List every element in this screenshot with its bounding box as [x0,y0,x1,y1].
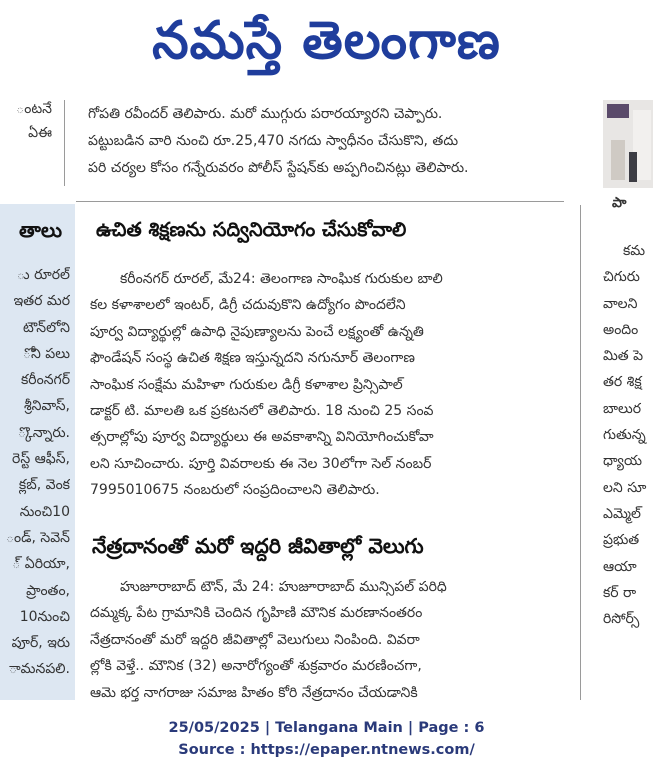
article-body [90,574,570,702]
left-column-top [0,98,52,158]
right-line: ప్రభుత [603,532,640,549]
right-line: వాలని [603,295,638,312]
top-snippet [88,101,568,181]
article-line: ల్లోకి వెళ్తే.. మౌనిక (32) అనారోగ్యంతో శుక్రవారం మరణించగా, [90,658,422,675]
left-line: ్కొన్నారు. [17,424,70,441]
left-line: ప్రాంతం, [26,582,70,599]
article-headline: నేత్రదానంతో మరో ఇద్దరి జీవితాల్లో వెలుగు [92,534,424,558]
left-column-body [0,262,70,702]
right-line: చిగురు [603,269,640,286]
left-line: ్ ఏరియా, [12,556,70,573]
article-line: 7995010675 నంబరులో సంప్రదించాలని తెలిపారు. [90,482,380,499]
snippet-line: పట్టుబడిన వారి నుంచి రూ.25,470 నగదు స్వాధీనం చేసుకొని, తదు [88,133,459,149]
photo-caption: పా [612,195,627,211]
left-line: కరీంనగర్ [21,372,70,389]
left-line: నుంచి10 [19,503,70,520]
article-body [90,266,570,516]
right-line: తర శిక్ష [603,374,642,391]
newspaper-logo: నమస్తే తెలంగాణ [152,11,501,71]
article-line: హుజూరాబాద్ టౌన్, మే 24: హుజూరాబాద్ మున్సిపల్ పరిధి [120,579,447,595]
right-line: ఎమ్మెల్ [603,505,641,522]
left-line: రెస్ట్ ఆఫీస్, [12,451,70,468]
right-line: కమ [623,243,646,259]
right-line: గుతున్న [603,427,646,444]
article-line: ఆమె భర్త నాగరాజు సమాజ హితం కోరి నేత్రదానం చేయడానికి [90,684,418,701]
right-line: బాలుర [603,400,642,417]
article-line: లని సూచించారు. పూర్తి వివరాలకు ఈ నెల 30లోగా సెల్ నంబర్ [90,455,432,472]
right-line: ధ్యాయ [603,453,642,470]
footer-date-line: 25/05/2025 | Telangana Main | Page : 6 [168,720,485,736]
masthead [0,0,653,88]
left-line: 10నుంచి [19,608,70,625]
left-line: క్లబ్, వెంక [18,477,70,494]
article-divider-top [76,201,564,202]
footer-source-line: Source : https://epaper.ntnews.com/ [178,742,475,758]
left-line: ఏఈ [28,124,52,141]
left-line: ామనపలి. [8,661,70,678]
right-line: అందిం [603,321,639,338]
news-photo [603,100,653,188]
left-line: ు రూరల్ [16,267,70,283]
right-line: మిత పె [603,348,644,365]
left-line: ండ్, సెవెన్ [5,529,70,546]
left-line: పూర్, ఇరు [11,635,70,652]
article-line: కరీంనగర్ రూరల్, మే24: తెలంగాణ సాంఘిక గురుకుల బాలి [120,271,443,287]
left-line: శ్రీనివాస్, [23,398,70,415]
article-line: త్సరాల్లోపు పూర్వ విద్యార్థులు ఈ అవకాశాన్ని వినియోగించుకోవా [90,429,434,446]
right-line: లని సూ [603,479,647,496]
column-rule-left [64,100,65,186]
article-line: కల కళాశాలలో ఇంటర్, డిగ్రీ చదువుకొని ఉద్యోగం పొందలేని [90,297,406,314]
article-line: డాక్టర్ టి. మాలతి ఒక ప్రకటనలో తెలిపారు. 18 నుంచి 25 సంవ [90,403,434,420]
article-line: సాంఘిక సంక్షేమ మహిళా గురుకుల డిగ్రీ కళాశాల ప్రిన్సిపాల్ [90,376,403,393]
right-line: కర్ రా [603,584,637,601]
right-line: ఆయా [603,558,637,575]
left-column-heading: తాలు [19,218,62,242]
article-line: ఫౌండేషన్ సంస్థ ఉచిత శిక్షణ ఇస్తున్నదని నగునూర్ తెలంగాణ [90,350,415,367]
right-column-body [603,238,653,698]
right-line: రిసోర్స్ [603,611,640,628]
article-line: నేత్రదానంతో మరో ఇద్దరి జీవితాల్లో వెలుగులు నింపింది. వివరా [90,631,420,648]
left-line: ోని పలు [22,345,70,362]
article-line: దమ్మక్క పేట గ్రామానికి చెందిన గృహిణి మౌనిక మరణానంతరం [90,605,423,622]
left-line: ఇతర మర [13,293,70,310]
snippet-line: పరి చర్యల కోసం గన్నేరువరం పోలీస్ స్టేషన్‌కు అప్పగించినట్లు తెలిపారు. [88,160,469,176]
snippet-line: గోపతి రవీందర్ తెలిపారు. మరో ముగ్గురు పరారయ్యారని చెప్పారు. [88,106,443,122]
photo-image [603,100,653,188]
left-line: ంటనే [16,101,52,117]
left-line: టౌన్‌లోని [23,319,70,336]
article-headline: ఉచిత శిక్షణను సద్వినియోగం చేసుకోవాలి [96,218,407,241]
column-rule-right [580,205,581,700]
article-line: పూర్వ విద్యార్థుల్లో ఉపాధి నైపుణ్యాలను పెంచే లక్ష్యంతో ఉన్నతి [90,323,424,340]
